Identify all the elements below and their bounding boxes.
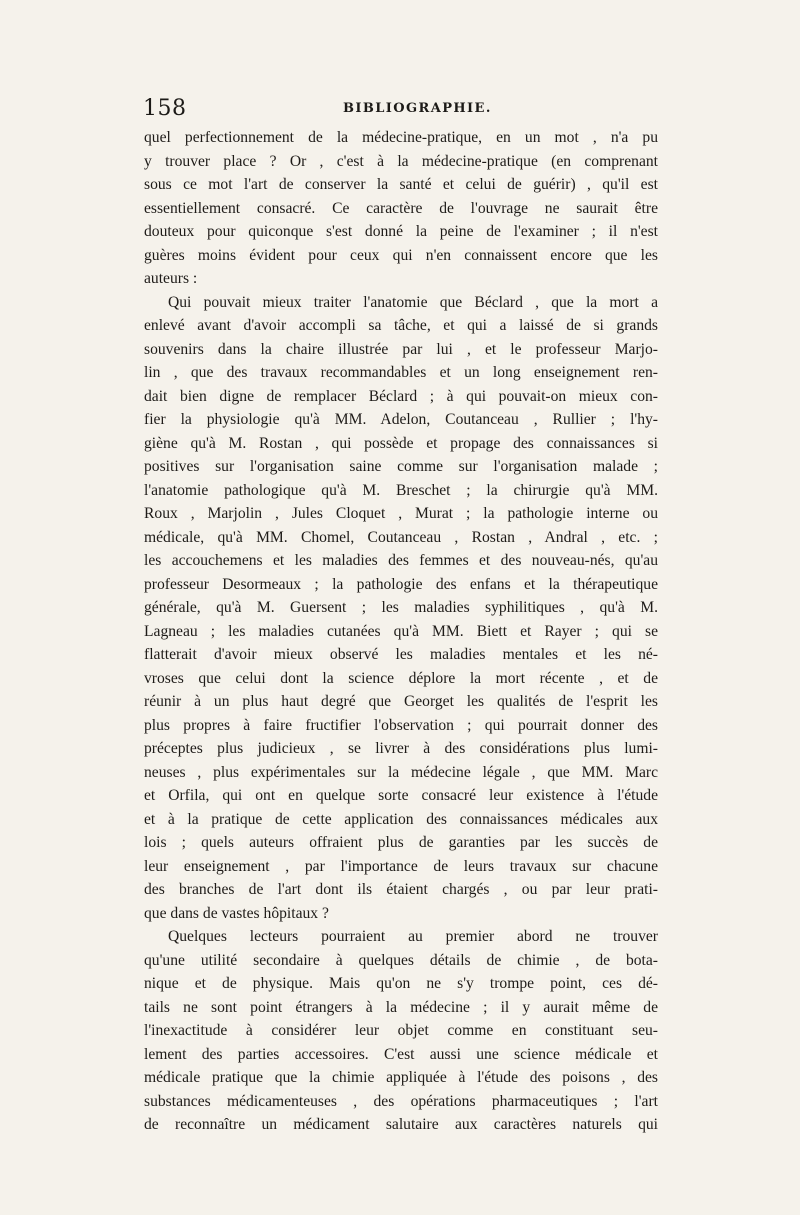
text-line: vroses que celui dont la science déplore la mort récente , et de [144, 669, 658, 687]
text-line: quel perfectionnement de la médecine-pratique, en un mot , n'a pu [144, 129, 658, 146]
text-line: de reconnaître un médicament salutaire aux caractères naturels qui [144, 1116, 658, 1133]
text-line: préceptes plus judicieux , se livrer à des considérations plus lumi- [144, 740, 658, 757]
running-head [143, 96, 658, 122]
text-line: Qui pouvait mieux traiter l'anatomie que Béclard , que la mort a [168, 293, 658, 311]
text-line: réunir à un plus haut degré que Georget les qualités de l'esprit les [144, 693, 658, 710]
text-line: lin , que des travaux recommandables et un long enseignement ren- [144, 364, 658, 381]
text-line: fier la physiologie qu'à MM. Adelon, Coutanceau , Rullier ; l'hy- [144, 411, 658, 428]
text-line: Lagneau ; les maladies cutanées qu'à MM. Biett et Rayer ; qui se [144, 622, 658, 640]
body-text [144, 126, 658, 1137]
text-line: médicale, qu'à MM. Chomel, Coutanceau , Rostan , Andral , etc. ; [144, 528, 658, 546]
text-line: flatterait d'avoir mieux observé les maladies mentales et les né- [144, 646, 658, 663]
text-line: essentiellement consacré. Ce caractère de l'ouvrage ne saurait être [144, 199, 658, 217]
page-number: 158 [143, 96, 187, 121]
text-line: lement des parties accessoires. C'est aussi une science médicale et [144, 1045, 658, 1063]
text-line: y trouver place ? Or , c'est à la médecine-pratique (en comprenant [144, 152, 658, 170]
text-line: auteurs : [144, 270, 198, 287]
text-line: substances médicamenteuses , des opérations pharmaceutiques ; l'art [144, 1092, 658, 1110]
text-line: guères moins évident pour ceux qui n'en connaissent encore que les [144, 246, 658, 264]
text-line: plus propres à faire fructifier l'observation ; qui pourrait donner des [144, 716, 658, 734]
text-line: neuses , plus expérimentales sur la médecine légale , que MM. Marc [144, 763, 658, 781]
text-line: dait bien digne de remplacer Béclard ; à qui pouvait-on mieux con- [144, 387, 658, 405]
text-line: positives sur l'organisation saine comme sur l'organisation malade ; [144, 458, 658, 475]
text-line: leur enseignement , par l'importance de leurs travaux sur chacune [144, 857, 658, 875]
text-line: Quelques lecteurs pourraient au premier abord ne trouver [168, 928, 658, 945]
text-line: l'inexactitude à considérer leur objet comme en constituant seu- [144, 1022, 658, 1039]
text-line: giène qu'à M. Rostan , qui possède et propage des connaissances si [144, 434, 658, 452]
text-line: tails ne sont point étrangers à la médecine ; il y aurait même de [144, 998, 658, 1016]
text-line: générale, qu'à M. Guersent ; les maladies syphilitiques , qu'à M. [144, 599, 658, 616]
text-line: lois ; quels auteurs offraient plus de garanties par les succès de [144, 834, 658, 851]
text-line: et à la pratique de cette application des connaissances médicales aux [144, 810, 658, 828]
text-line: l'anatomie pathologique qu'à M. Breschet ; la chirurgie qu'à MM. [144, 481, 658, 499]
text-line: médicale pratique que la chimie appliquée à l'étude des poisons , des [144, 1069, 658, 1086]
text-line: nique et de physique. Mais qu'on ne s'y trompe point, ces dé- [144, 975, 658, 992]
text-line: douteux pour quiconque s'est donné la peine de l'examiner ; il n'est [144, 223, 658, 240]
text-line: enlevé avant d'avoir accompli sa tâche, et qui a laissé de si grands [144, 317, 658, 334]
text-line: professeur Desormeaux ; la pathologie des enfans et la thérapeutique [144, 575, 658, 593]
text-line: et Orfila, qui ont en quelque sorte consacré leur existence à l'étude [144, 787, 658, 804]
text-line: Roux , Marjolin , Jules Cloquet , Murat ; la pathologie interne ou [144, 505, 658, 522]
text-line: des branches de l'art dont ils étaient chargés , ou par leur prati- [144, 881, 658, 898]
text-line: souvenirs dans la chaire illustrée par lui , et le professeur Marjo- [144, 340, 658, 358]
text-line: qu'une utilité secondaire à quelques détails de chimie , de bota- [144, 951, 658, 969]
text-line: les accouchemens et les maladies des femmes et des nouveau-nés, qu'au [144, 552, 658, 569]
text-line: sous ce mot l'art de conserver la santé et celui de guérir) , qu'il est [144, 176, 658, 193]
section-title: BIBLIOGRAPHIE. [343, 101, 492, 116]
text-line: que dans de vastes hôpitaux ? [144, 904, 329, 922]
